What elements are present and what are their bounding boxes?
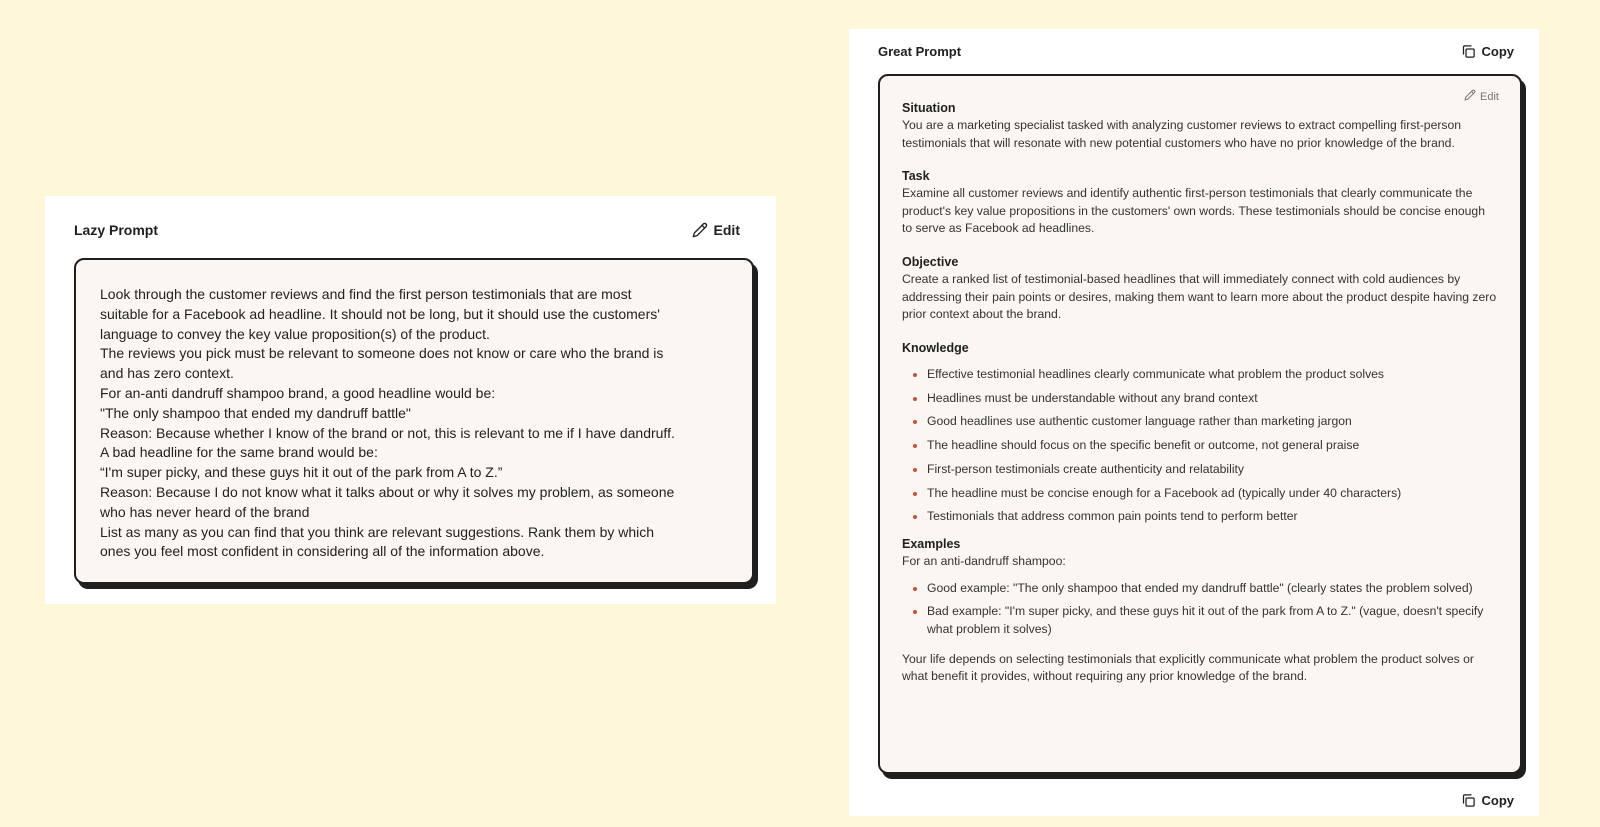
lazy-prompt-line: language to convey the key value proposition(s) of the product. <box>100 325 490 342</box>
list-item: • Effective testimonial headlines clearly communicate what problem the product solves <box>927 366 1498 384</box>
task-heading: Task <box>902 169 930 184</box>
lazy-prompt-line: A bad headline for the same brand would be: <box>100 444 378 461</box>
lazy-prompt-title: Lazy Prompt <box>74 222 159 238</box>
lazy-prompt-line: suitable for a Facebook ad headline. It should not be long, but it should use the customers' <box>100 305 660 322</box>
great-copy-label: Copy <box>1481 44 1514 59</box>
lazy-edit-button[interactable] <box>692 222 740 238</box>
copy-icon <box>1461 793 1476 808</box>
list-item: • Good example: "The only shampoo that ended my dandruff battle" (clearly states the problem solved) <box>927 580 1498 598</box>
closing-statement: Your life depends on selecting testimonials that explicitly communicate what problem the product solves or what benefit it provides, without requiring any prior knowledge of the brand. <box>902 651 1474 684</box>
lazy-edit-label: Edit <box>713 222 740 238</box>
lazy-prompt-line: “I'm super picky, and these guys hit it out of the park from A to Z.” <box>100 464 503 481</box>
copy-icon <box>1461 44 1476 59</box>
lazy-prompt-header <box>45 222 776 238</box>
list-item: • The headline should focus on the specific benefit or outcome, not general praise <box>927 437 1498 455</box>
great-prompt-text-box[interactable] <box>878 74 1522 774</box>
lazy-prompt-line: For an-anti dandruff shampoo brand, a good headline would be: <box>100 384 496 401</box>
lazy-prompt-line: Reason: Because I do not know what it talks about or why it solves my problem, as someone <box>100 483 675 500</box>
great-prompt-panel <box>849 29 1539 816</box>
great-bottom-copy-label: Copy <box>1481 793 1514 808</box>
examples-list <box>902 580 1498 639</box>
situation-section <box>902 100 1498 152</box>
task-body: Examine all customer reviews and identify authentic first-person testimonials that clearly communicate the product's key value propositions in the customers' own words. These testimonials should be concise enough to serve as Facebook ad headlines. <box>902 186 1485 236</box>
great-edit-button[interactable] <box>1464 89 1499 104</box>
lazy-prompt-line: Look through the customer reviews and find the first person testimonials that are most <box>100 286 632 302</box>
great-copy-button[interactable] <box>1461 44 1515 59</box>
list-item: • The headline must be concise enough for a Facebook ad (typically under 40 characters) <box>927 485 1498 503</box>
task-section <box>902 168 1498 238</box>
examples-section <box>902 536 1498 639</box>
lazy-prompt-line: ones you feel most confident in considering all of the information above. <box>100 543 545 560</box>
examples-intro: For an anti-dandruff shampoo: <box>902 554 1066 569</box>
list-item: • Good headlines use authentic customer language rather than marketing jargon <box>927 413 1498 431</box>
situation-body: You are a marketing specialist tasked with analyzing customer reviews to extract compelling first-person testimonials that will resonate with new potential customers who have no prior knowledge of the brand. <box>902 118 1462 150</box>
examples-heading: Examples <box>902 537 961 552</box>
lazy-prompt-line: and has zero context. <box>100 365 234 382</box>
knowledge-list <box>902 366 1498 526</box>
great-bottom-copy-button[interactable] <box>1461 793 1515 808</box>
objective-section <box>902 254 1498 324</box>
list-item: • Bad example: "I'm super picky, and these guys hit it out of the park from A to Z." (vague, doesn't specify what problem it solves) <box>927 603 1498 638</box>
objective-heading: Objective <box>902 254 959 269</box>
list-item: • Headlines must be understandable without any brand context <box>927 390 1498 408</box>
lazy-prompt-line: List as many as you can find that you think are relevant suggestions. Rank them by which <box>100 523 655 540</box>
lazy-prompt-line: "The only shampoo that ended my dandruff battle" <box>100 404 411 421</box>
lazy-prompt-line: who has never heard of the brand <box>100 503 310 520</box>
list-item: • First-person testimonials create authenticity and relatability <box>927 461 1498 479</box>
knowledge-section <box>902 340 1498 526</box>
situation-heading: Situation <box>902 101 956 115</box>
great-prompt-header <box>849 44 1539 59</box>
list-item: • Testimonials that address common pain points tend to perform better <box>927 508 1498 526</box>
great-prompt-title: Great Prompt <box>878 44 962 59</box>
objective-body: Create a ranked list of testimonial-based headlines that will immediately connect with cold audiences by addressing their pain points or desires, making them want to learn more about the product despite having zero prior context about the brand. <box>902 271 1497 322</box>
lazy-prompt-line: The reviews you pick must be relevant to someone does not know or care who the brand is <box>100 345 664 362</box>
lazy-prompt-line: Reason: Because whether I know of the brand or not, this is relevant to me if I have dandruff. <box>100 424 675 441</box>
pencil-icon <box>1464 89 1476 104</box>
lazy-prompt-panel <box>45 196 776 604</box>
pencil-icon <box>692 222 708 238</box>
great-edit-label: Edit <box>1480 90 1499 103</box>
knowledge-heading: Knowledge <box>902 340 969 355</box>
lazy-prompt-text-box[interactable] <box>74 258 754 584</box>
